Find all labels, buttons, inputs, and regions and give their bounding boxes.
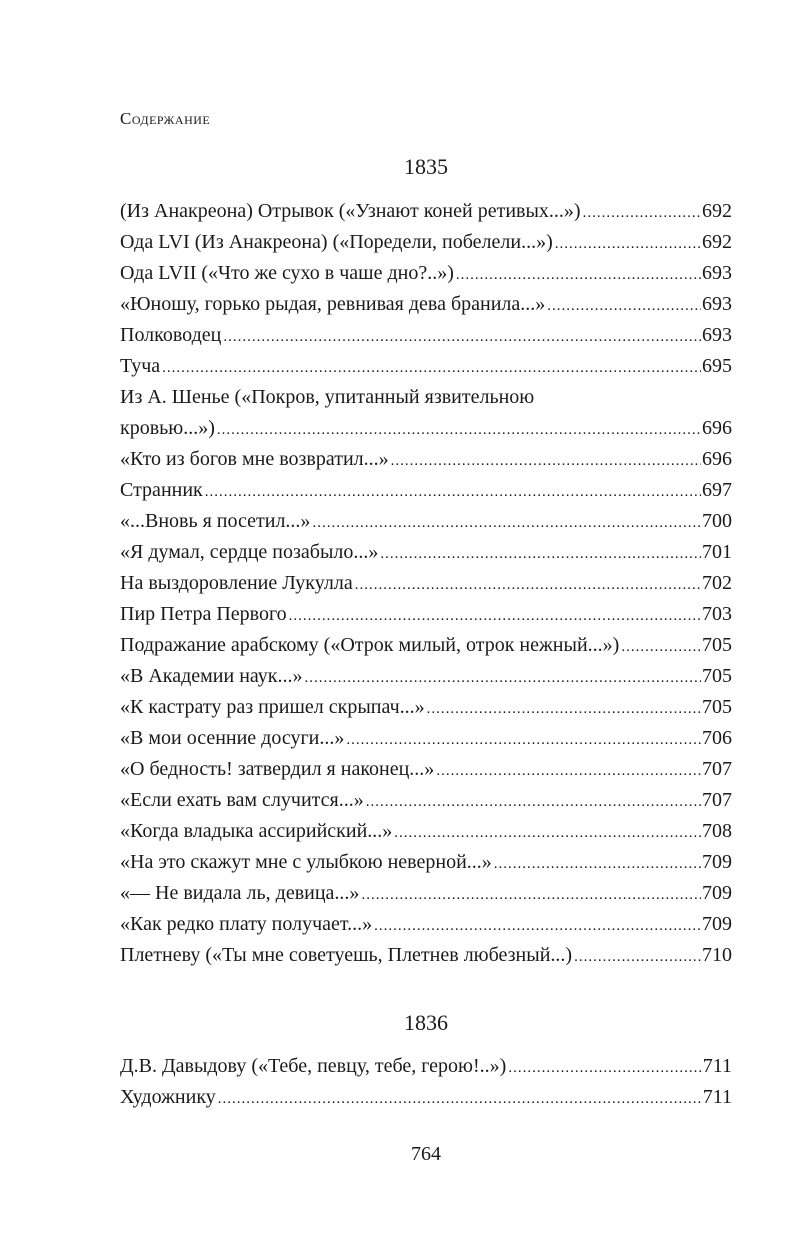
toc-entry-page: 696 [702, 417, 732, 439]
leader-dots [304, 663, 701, 694]
leader-dots [574, 942, 701, 973]
toc-entry-page: 710 [702, 944, 732, 966]
leader-dots [361, 880, 701, 911]
leader-dots [223, 322, 701, 353]
toc-entry [120, 537, 732, 568]
leader-dots [355, 570, 701, 601]
toc-entry-page: 701 [702, 541, 732, 563]
toc-entry-page: 705 [702, 634, 732, 656]
toc-entry-title: На выздоровление Лукулла [120, 572, 353, 594]
toc-entry [120, 692, 732, 723]
toc-entry-page: 705 [702, 696, 732, 718]
toc-entry-title: Из А. Шенье («Покров, упитанный язвительною [120, 386, 535, 408]
leader-dots [494, 849, 701, 880]
toc-entry-page: 703 [702, 603, 732, 625]
toc-entry-title: Странник [120, 479, 203, 501]
toc-entry-title: «...Вновь я посетил...» [120, 510, 311, 532]
toc-entry-page: 702 [702, 572, 732, 594]
toc-entry-page: 697 [702, 479, 732, 501]
toc-entry-page: 693 [702, 324, 732, 346]
toc-entry [120, 909, 732, 940]
toc-entry [120, 289, 732, 320]
toc-entry-page: 693 [702, 262, 732, 284]
running-head: Содержание [120, 109, 211, 128]
leader-dots [366, 787, 701, 818]
toc-entry [120, 568, 732, 599]
toc-entry-title: Подражание арабскому («Отрок милый, отрок нежный...») [120, 634, 620, 656]
toc-entry-title: «Если ехать вам случится...» [120, 789, 364, 811]
toc-entry [120, 878, 732, 909]
toc-entry [120, 1051, 732, 1082]
toc-entry-page: 709 [702, 851, 732, 873]
toc-entry-page: 711 [702, 1055, 732, 1077]
toc-entry-title: «К кастрату раз пришел скрыпач...» [120, 696, 425, 718]
toc-entry-page: 707 [702, 789, 732, 811]
leader-dots [621, 632, 701, 663]
toc-entry-page: 696 [702, 448, 732, 470]
toc-entry-page: 707 [702, 758, 732, 780]
toc-entry [120, 816, 732, 847]
toc-entry-title: «Как редко плату получает...» [120, 913, 373, 935]
toc-entry-page: 705 [702, 665, 732, 687]
toc-entry-title: Полководец [120, 324, 222, 346]
toc-entry [120, 506, 732, 537]
toc-entry-page: 709 [702, 882, 732, 904]
toc-entry-title: Туча [120, 355, 161, 377]
leader-dots [394, 818, 701, 849]
leader-dots [289, 601, 701, 632]
toc-entry-title: «О бедность! затвердил я наконец...» [120, 758, 435, 780]
leader-dots [583, 198, 701, 229]
toc-entry-title: Ода LVII («Что же сухо в чаше дно?..») [120, 262, 454, 284]
leader-dots [217, 415, 701, 446]
toc-entry-title: «Я думал, сердце позабыло...» [120, 541, 379, 563]
toc-entry-page: 706 [702, 727, 732, 749]
toc-entry-title: «Когда владыка ассирийский...» [120, 820, 393, 842]
toc-entry-title-continued: кровью...») [120, 417, 215, 439]
toc-entry-title: Д.В. Давыдову («Тебе, певцу, тебе, герою!..») [120, 1055, 507, 1077]
toc-entry-page: 709 [702, 913, 732, 935]
toc-entry-page: 708 [702, 820, 732, 842]
toc-entry-title: Художнику [120, 1086, 216, 1108]
toc-entry-page: 692 [702, 231, 732, 253]
toc-entry-title: «Юношу, горько рыдая, ревнивая дева бранила...» [120, 293, 546, 315]
toc-entry [120, 258, 732, 289]
leader-dots [436, 756, 701, 787]
toc-entry [120, 723, 732, 754]
toc-entry-title: Плетневу («Ты мне советуешь, Плетнев любезный...) [120, 944, 573, 966]
toc-entry [120, 785, 732, 816]
leader-dots [427, 694, 701, 725]
toc-entry [120, 196, 732, 227]
toc-entry-title: Ода LVI (Из Анакреона) («Поредели, побелели...») [120, 231, 553, 253]
leader-dots [346, 725, 701, 756]
toc-entry [120, 351, 732, 382]
toc-entry-title: (Из Анакреона) Отрывок («Узнают коней ретивых...») [120, 200, 581, 222]
toc-entry-page: 692 [702, 200, 732, 222]
toc-entry-title: «В Академии наук...» [120, 665, 303, 687]
toc-entry-page: 711 [702, 1086, 732, 1108]
leader-dots [218, 1084, 702, 1115]
toc-entry [120, 754, 732, 785]
leader-dots [547, 291, 701, 322]
leader-dots [205, 477, 701, 508]
toc-entry [120, 661, 732, 692]
leader-dots [374, 911, 701, 942]
leader-dots [162, 353, 701, 384]
section-year-1835: 1835 [404, 154, 448, 179]
toc-entry [120, 475, 732, 506]
toc-entry-title: «Кто из богов мне возвратил...» [120, 448, 389, 470]
toc-entry-title: «В мои осенние досуги...» [120, 727, 345, 749]
leader-dots [508, 1053, 701, 1084]
leader-dots [456, 260, 701, 291]
leader-dots [380, 539, 701, 570]
leader-dots [312, 508, 701, 539]
toc-entry [120, 320, 732, 351]
page-number: 764 [411, 1143, 441, 1165]
toc-list-1836 [120, 1051, 732, 1113]
toc-entry-page: 693 [702, 293, 732, 315]
toc-entry [120, 630, 732, 661]
toc-entry-wrapped-line [120, 382, 732, 413]
toc-entry [120, 1082, 732, 1113]
toc-entry [120, 413, 732, 444]
leader-dots [555, 229, 701, 260]
toc-entry [120, 444, 732, 475]
toc-entry-page: 700 [702, 510, 732, 532]
toc-entry-title: «— Не видала ль, девица...» [120, 882, 360, 904]
leader-dots [391, 446, 701, 477]
section-year-1836: 1836 [404, 1010, 448, 1035]
toc-entry-page: 695 [702, 355, 732, 377]
toc-entry [120, 940, 732, 971]
toc-entry [120, 227, 732, 258]
toc-entry [120, 599, 732, 630]
toc-list-1835 [120, 196, 732, 971]
toc-entry-title: «На это скажут мне с улыбкою неверной...» [120, 851, 492, 873]
toc-entry-title: Пир Петра Первого [120, 603, 287, 625]
toc-entry [120, 847, 732, 878]
